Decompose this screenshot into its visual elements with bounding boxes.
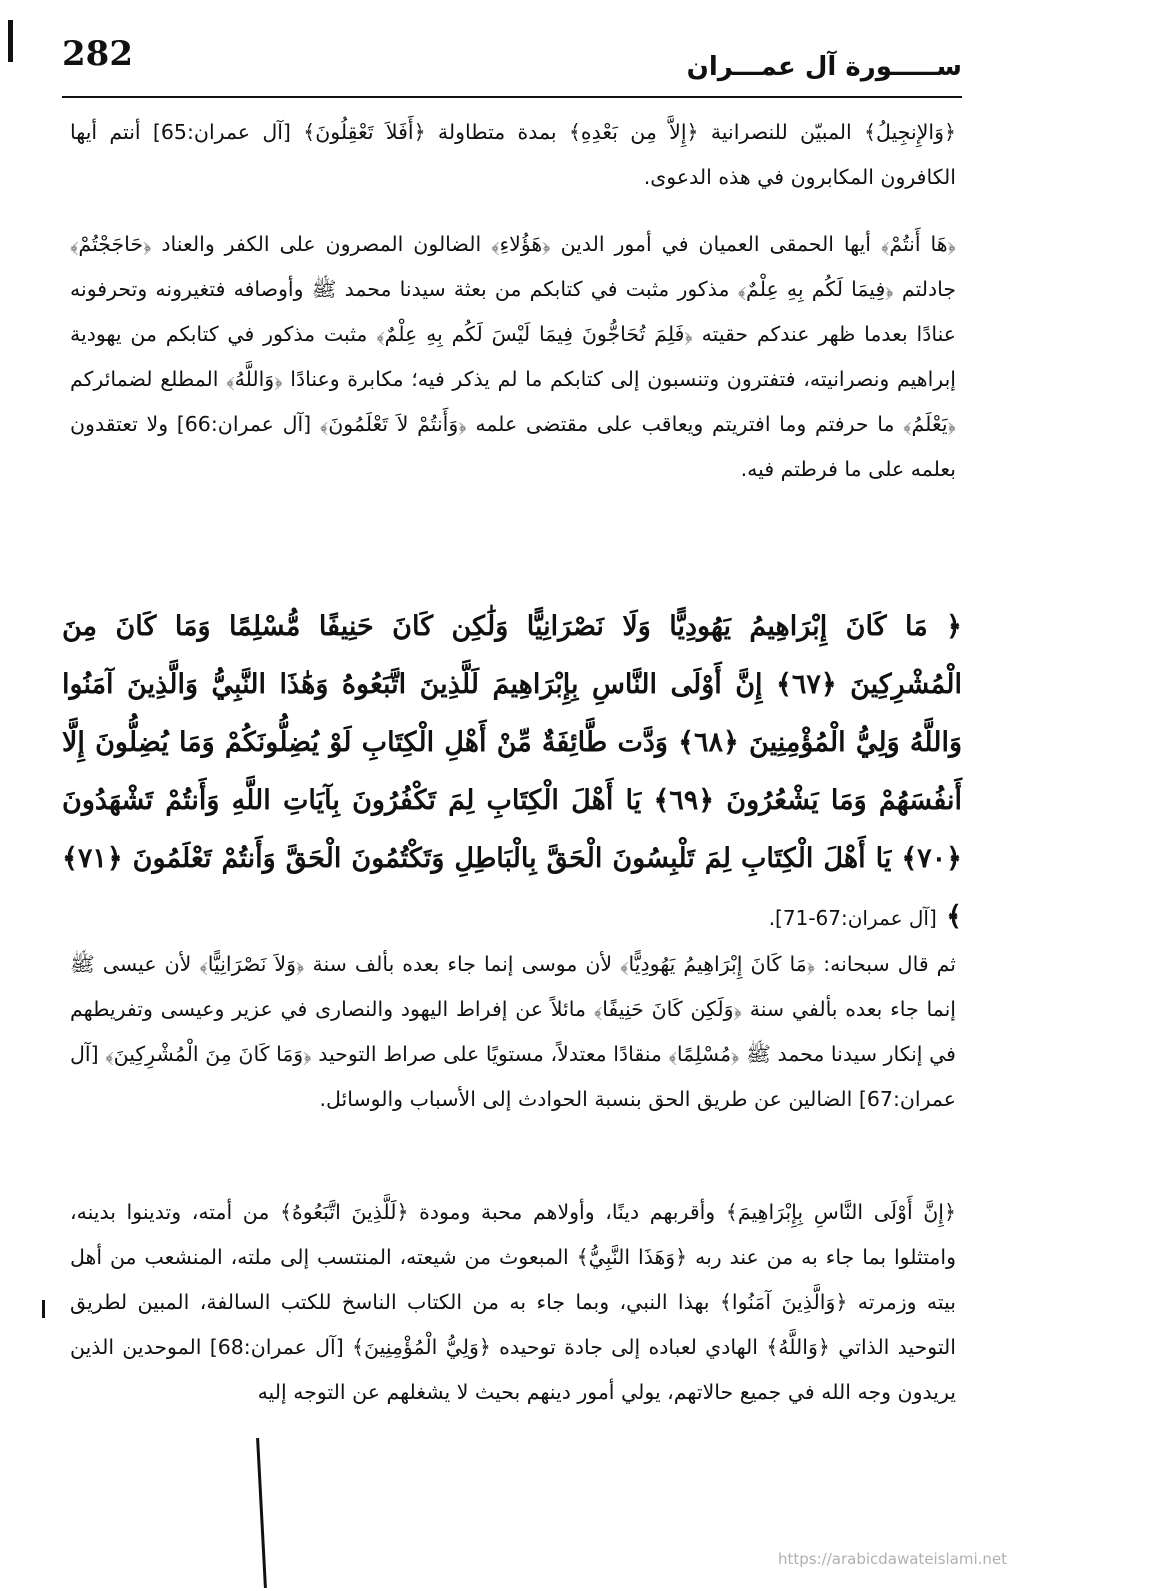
binding-mark xyxy=(8,20,13,62)
commentary-paragraph-3: ثم قال سبحانه: ﴿مَا كَانَ إِبْرَاهِيمُ يَهُودِيًّا﴾ لأن موسى إنما جاء بعده بألف سنة ﴿وَلاَ نَصْرَانِيًّا﴾ لأن عيسى ﷺ إنما جاء بعده بألفي سنة ﴿وَلَكِن كَانَ حَنِيفًا﴾ مائلاً عن إفراط اليهود والنصارى في عزير وعيسى وتفريطهم في إنكار سيدنا محمد ﷺ ﴿مُسْلِمًا﴾ منقادًا معتدلاً، مستويًا على صراط التوحيد ﴿وَمَا كَانَ مِنَ الْمُشْرِكِينَ﴾ [آل عمران:67] الضالين عن طريق الحق بنسبة الحوادث إلى الأسباب والوسائل. xyxy=(70,952,956,1111)
page-number: 282 xyxy=(62,34,133,74)
quran-verses-text: ﴿ مَا كَانَ إِبْرَاهِيمُ يَهُودِيًّا وَلَا نَصْرَانِيًّا وَلَٰكِن كَانَ حَنِيفًا مُّسْلِمًا وَمَا كَانَ مِنَ الْمُشْرِكِينَ ﴿٦٧﴾ إِنَّ أَوْلَى النَّاسِ بِإِبْرَاهِيمَ لَلَّذِينَ اتَّبَعُوهُ وَهَٰذَا النَّبِيُّ وَالَّذِينَ آمَنُوا وَاللَّهُ وَلِيُّ الْمُؤْمِنِينَ ﴿٦٨﴾ وَدَّت طَّائِفَةٌ مِّنْ أَهْلِ الْكِتَابِ لَوْ يُضِلُّونَكُمْ وَمَا يُضِلُّونَ إِلَّا أَنفُسَهُمْ وَمَا يَشْعُرُونَ ﴿٦٩﴾ يَا أَهْلَ الْكِتَابِ لِمَ تَكْفُرُونَ بِآيَاتِ اللَّهِ وَأَنتُمْ تَشْهَدُونَ ﴿٧٠﴾ يَا أَهْلَ الْكِتَابِ لِمَ تَلْبِسُونَ الْحَقَّ بِالْبَاطِلِ وَتَكْتُمُونَ الْحَقَّ وَأَنتُمْ تَعْلَمُونَ ﴿٧١﴾ ﴾ xyxy=(62,611,962,932)
verse-reference: [آل عمران:67-71]. xyxy=(768,906,937,930)
commentary-paragraph-1: ﴿وَالإِنجِيلُ﴾ المبيّن للنصرانية ﴿إِلاَّ مِن بَعْدِهِ﴾ بمدة متطاولة ﴿أَفَلاَ تَعْقِلُونَ﴾ [آل عمران:65] أنتم أيها الكافرون المكابرون في هذه الدعوى. xyxy=(70,120,956,189)
watermark-url: https://arabicdawateislami.net xyxy=(778,1550,1008,1568)
commentary-paragraph-2: ﴿هَا أَنتُمْ﴾ أيها الحمقى العميان في أمور الدين ﴿هَؤُلاءِ﴾ الضالون المصرون على الكفر والعناد ﴿حَاجَجْتُمْ﴾ جادلتم ﴿فِيمَا لَكُم بِهِ عِلْمٌ﴾ مذكور مثبت في كتابكم من بعثة سيدنا محمد ﷺ وأوصافه فتغيرونه وتحرفونه عنادًا بعدما ظهر عندكم حقيته ﴿فَلِمَ تُحَاجُّونَ فِيمَا لَيْسَ لَكُم بِهِ عِلْمٌ﴾ مثبت مذكور في كتابكم من يهودية إبراهيم ونصرانيته، فتفترون وتنسبون إلى كتابكم ما لم يذكر فيه؛ مكابرة وعنادًا ﴿وَاللَّهُ﴾ المطلع لضمائركم ﴿يَعْلَمُ﴾ ما حرفتم وما افتريتم ويعاقب على مقتضى علمه ﴿وَأَنتُمْ لاَ تَعْلَمُونَ﴾ [آل عمران:66] ولا تعتقدون بعلمه على ما فرطتم فيه. xyxy=(70,232,956,481)
page-header xyxy=(62,34,962,98)
surah-title: ســـــورة آل عمـــران xyxy=(686,52,962,82)
handwritten-pen-stroke xyxy=(256,1438,267,1588)
quran-verses-block xyxy=(62,598,962,947)
scan-speck xyxy=(42,1300,45,1318)
commentary-paragraph-4: ﴿إِنَّ أَوْلَى النَّاسِ بِإِبْرَاهِيمَ﴾ وأقربهم دينًا، وأولاهم محبة ومودة ﴿لَلَّذِينَ اتَّبَعُوهُ﴾ من أمته، وتدينوا بدينه، وامتثلوا بما جاء به من عند ربه ﴿وَهَذَا النَّبِيُّ﴾ المبعوث من شيعته، المنتسب إلى ملته، المنشعب من أهل بيته وزمرته ﴿وَالَّذِينَ آمَنُوا﴾ بهذا النبي، وبما جاء به من الكتاب الناسخ للكتب السالفة، المبين لطريق التوحيد الذاتي ﴿وَاللَّهُ﴾ الهادي لعباده إلى جادة توحيده ﴿وَلِيُّ الْمُؤْمِنِينَ﴾ [آل عمران:68] الموحدين الذين يريدون وجه الله في جميع حالاتهم، يولي أمور دينهم بحيث لا يشغلهم عن التوجه إليه xyxy=(70,1200,956,1404)
